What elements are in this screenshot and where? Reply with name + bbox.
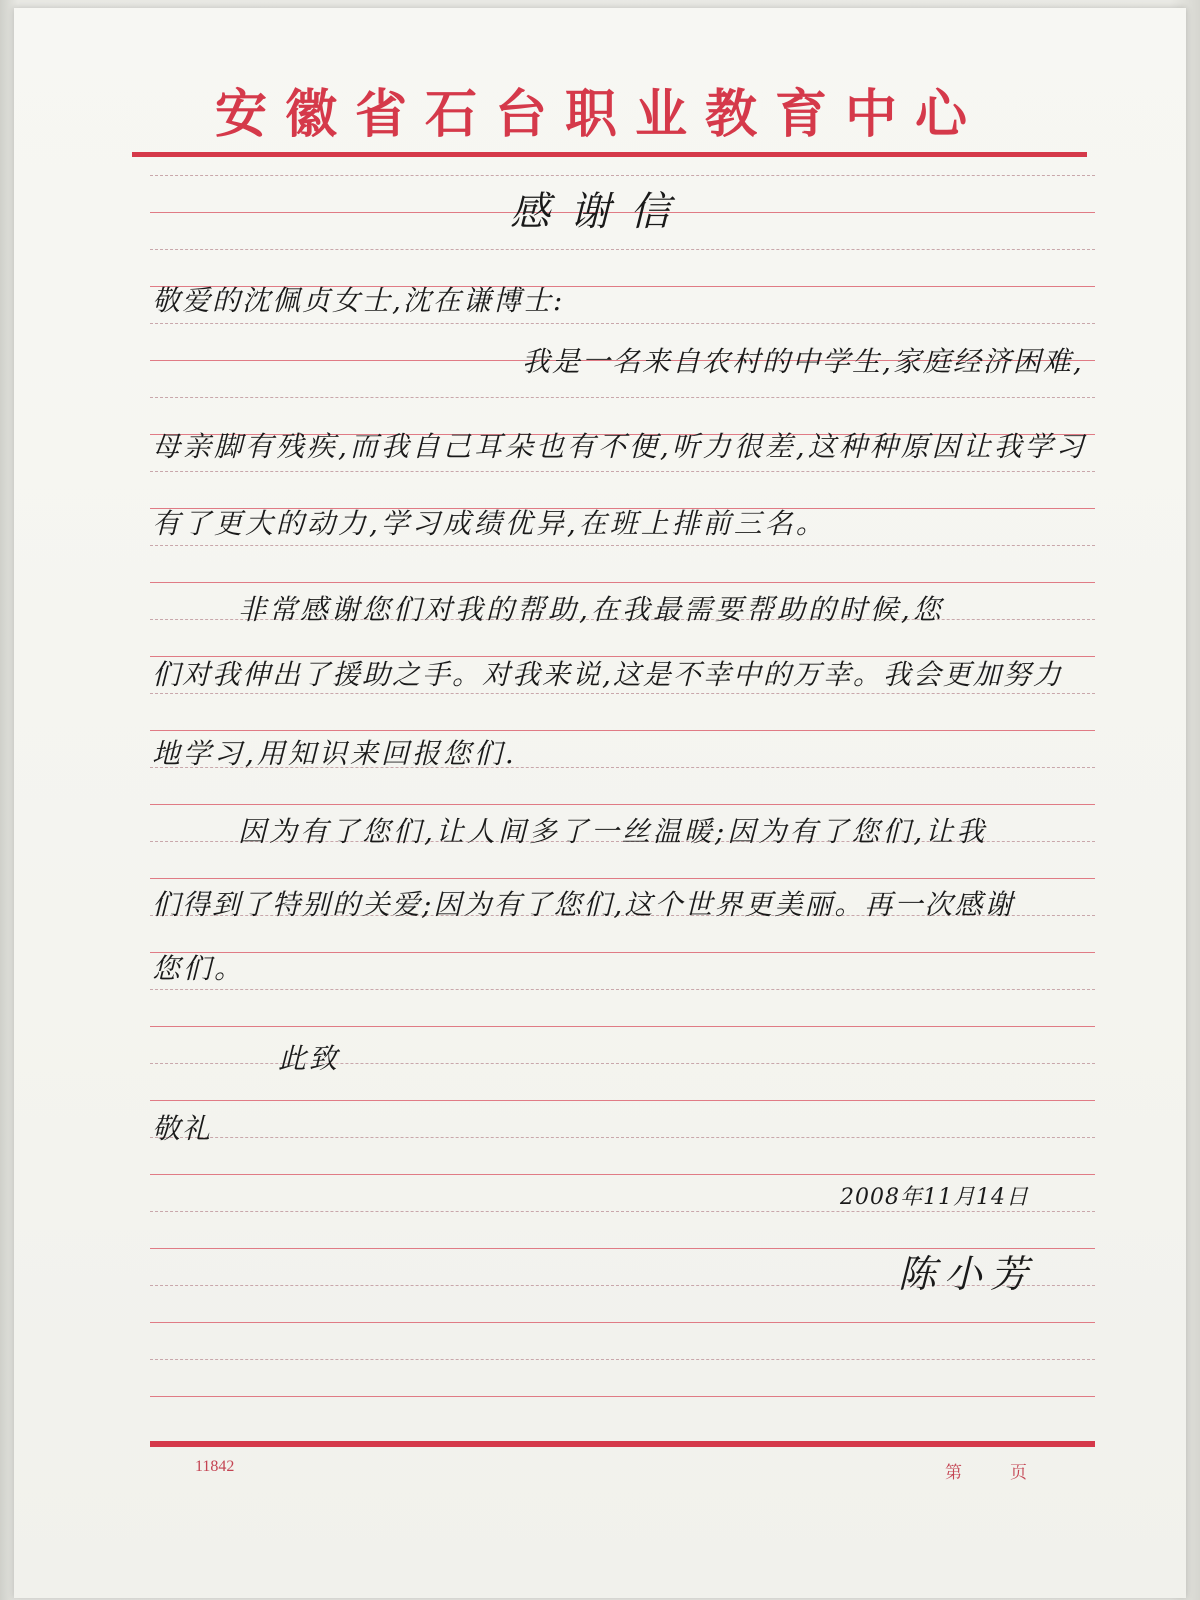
body-line: 非常感谢您们对我的帮助,在我最需要帮助的时候,您 — [238, 593, 944, 626]
body-line: 您们。 — [152, 952, 246, 985]
body-line: 母亲脚有残疾,而我自己耳朵也有不便,听力很差,这种种原因让我学习 — [152, 430, 1087, 463]
body-line: 有了更大的动力,学习成绩优异,在班上排前三名。 — [152, 507, 827, 540]
body-line: 因为有了您们,让人间多了一丝温暖;因为有了您们,让我 — [238, 815, 988, 848]
body-line: 们得到了特别的关爱;因为有了您们,这个世界更美丽。再一次感谢 — [152, 888, 1015, 921]
letter-salutation: 敬爱的沈佩贞女士,沈在谦博士: — [152, 284, 565, 317]
letter-title: 感谢信 — [510, 189, 690, 235]
letter-paper — [14, 8, 1186, 1598]
body-line: 们对我伸出了援助之手。对我来说,这是不幸中的万幸。我会更加努力 — [152, 658, 1063, 691]
page-number-label: 第页 — [945, 1463, 1075, 1483]
body-line: 地学习,用知识来回报您们. — [152, 737, 517, 770]
letterhead-rule — [132, 152, 1087, 157]
closing-regards: 敬礼 — [152, 1112, 213, 1145]
footer-rule — [150, 1441, 1095, 1447]
form-code: 11842 — [195, 1458, 235, 1475]
letterhead-title: 安徽省石台职业教育中心 — [214, 84, 985, 145]
body-line: 我是一名来自农村的中学生,家庭经济困难, — [522, 345, 1084, 378]
closing-salute: 此致 — [278, 1042, 341, 1075]
signature: 陈小芳 — [898, 1252, 1037, 1296]
letter-date: 2008年11月14日 — [840, 1185, 1029, 1210]
